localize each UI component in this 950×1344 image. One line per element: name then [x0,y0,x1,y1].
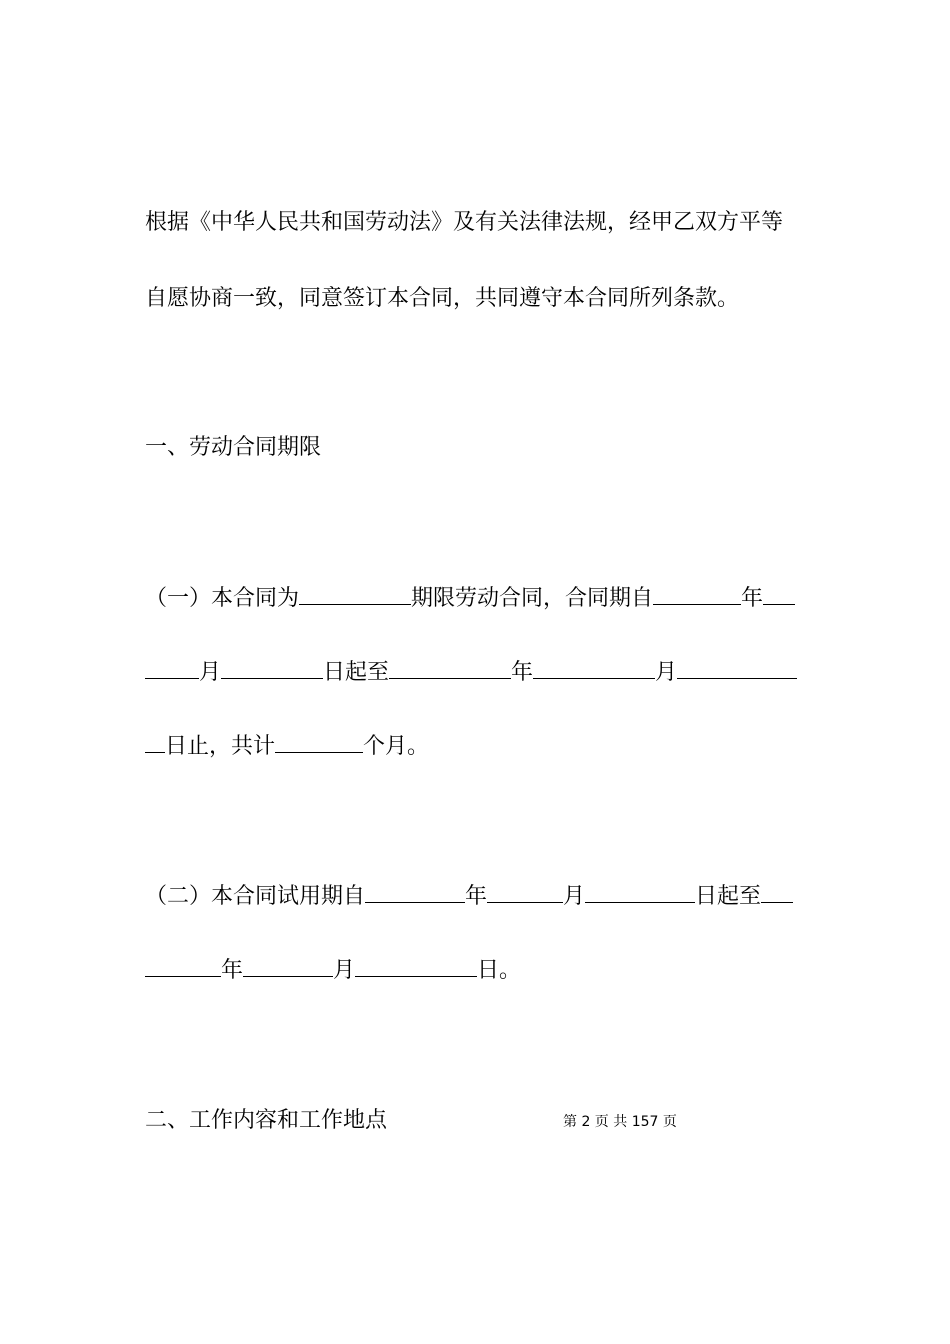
clause-1-text-c: 年 [741,586,764,611]
clause-2-text-f: 月 [333,958,356,983]
probation-end-year-blank-part-2[interactable] [145,956,221,977]
clause-1-text-a: （一）本合同为 [145,586,300,611]
clause-1-text-f: 年 [511,660,534,685]
end-day-blank-part-1[interactable] [677,658,797,679]
end-day-blank-part-2[interactable] [145,732,165,753]
clause-2-text-g: 日。 [477,958,522,983]
clause-1-text-h: 日止，共计 [165,734,276,759]
intro-line-2: 自愿协商一致，同意签订本合同，共同遵守本合同所列条款。 [145,286,740,311]
clause-1-text-d: 月 [199,660,222,685]
start-year-blank[interactable] [653,584,741,605]
probation-start-month-blank[interactable] [487,882,563,903]
clause-1-line-3 [145,732,429,762]
clause-1-text-i: 个月。 [363,734,430,759]
probation-end-month-blank[interactable] [243,956,333,977]
probation-start-day-blank[interactable] [585,882,695,903]
end-month-blank[interactable] [533,658,655,679]
start-month-blank-part-1[interactable] [763,584,795,605]
total-months-blank[interactable] [275,732,363,753]
clause-1-line-1 [145,584,795,614]
probation-end-year-blank-part-1[interactable] [761,882,793,903]
probation-start-year-blank[interactable] [365,882,465,903]
intro-line-1: 根据《中华人民共和国劳动法》及有关法律法规，经甲乙双方平等 [145,210,784,235]
end-year-blank[interactable] [389,658,511,679]
clause-1-line-2 [145,658,797,688]
section-2-heading: 二、工作内容和工作地点 [145,1108,388,1133]
clause-2-line-1 [145,882,793,912]
clause-1-text-b: 期限劳动合同，合同期自 [411,586,654,611]
clause-2-line-2 [145,956,521,986]
probation-end-day-blank[interactable] [355,956,477,977]
clause-2-text-a: （二）本合同试用期自 [145,884,366,909]
start-day-blank[interactable] [221,658,323,679]
section-1-heading: 一、劳动合同期限 [145,435,322,460]
term-type-blank[interactable] [299,584,411,605]
clause-2-text-c: 月 [563,884,586,909]
start-month-blank-part-2[interactable] [145,658,199,679]
clause-1-text-g: 月 [655,660,678,685]
clause-2-text-b: 年 [465,884,488,909]
clause-2-text-d: 日起至 [695,884,762,909]
page-number: 第 2 页 共 157 页 [563,1114,677,1130]
clause-1-text-e: 日起至 [323,660,390,685]
clause-2-text-e: 年 [221,958,244,983]
